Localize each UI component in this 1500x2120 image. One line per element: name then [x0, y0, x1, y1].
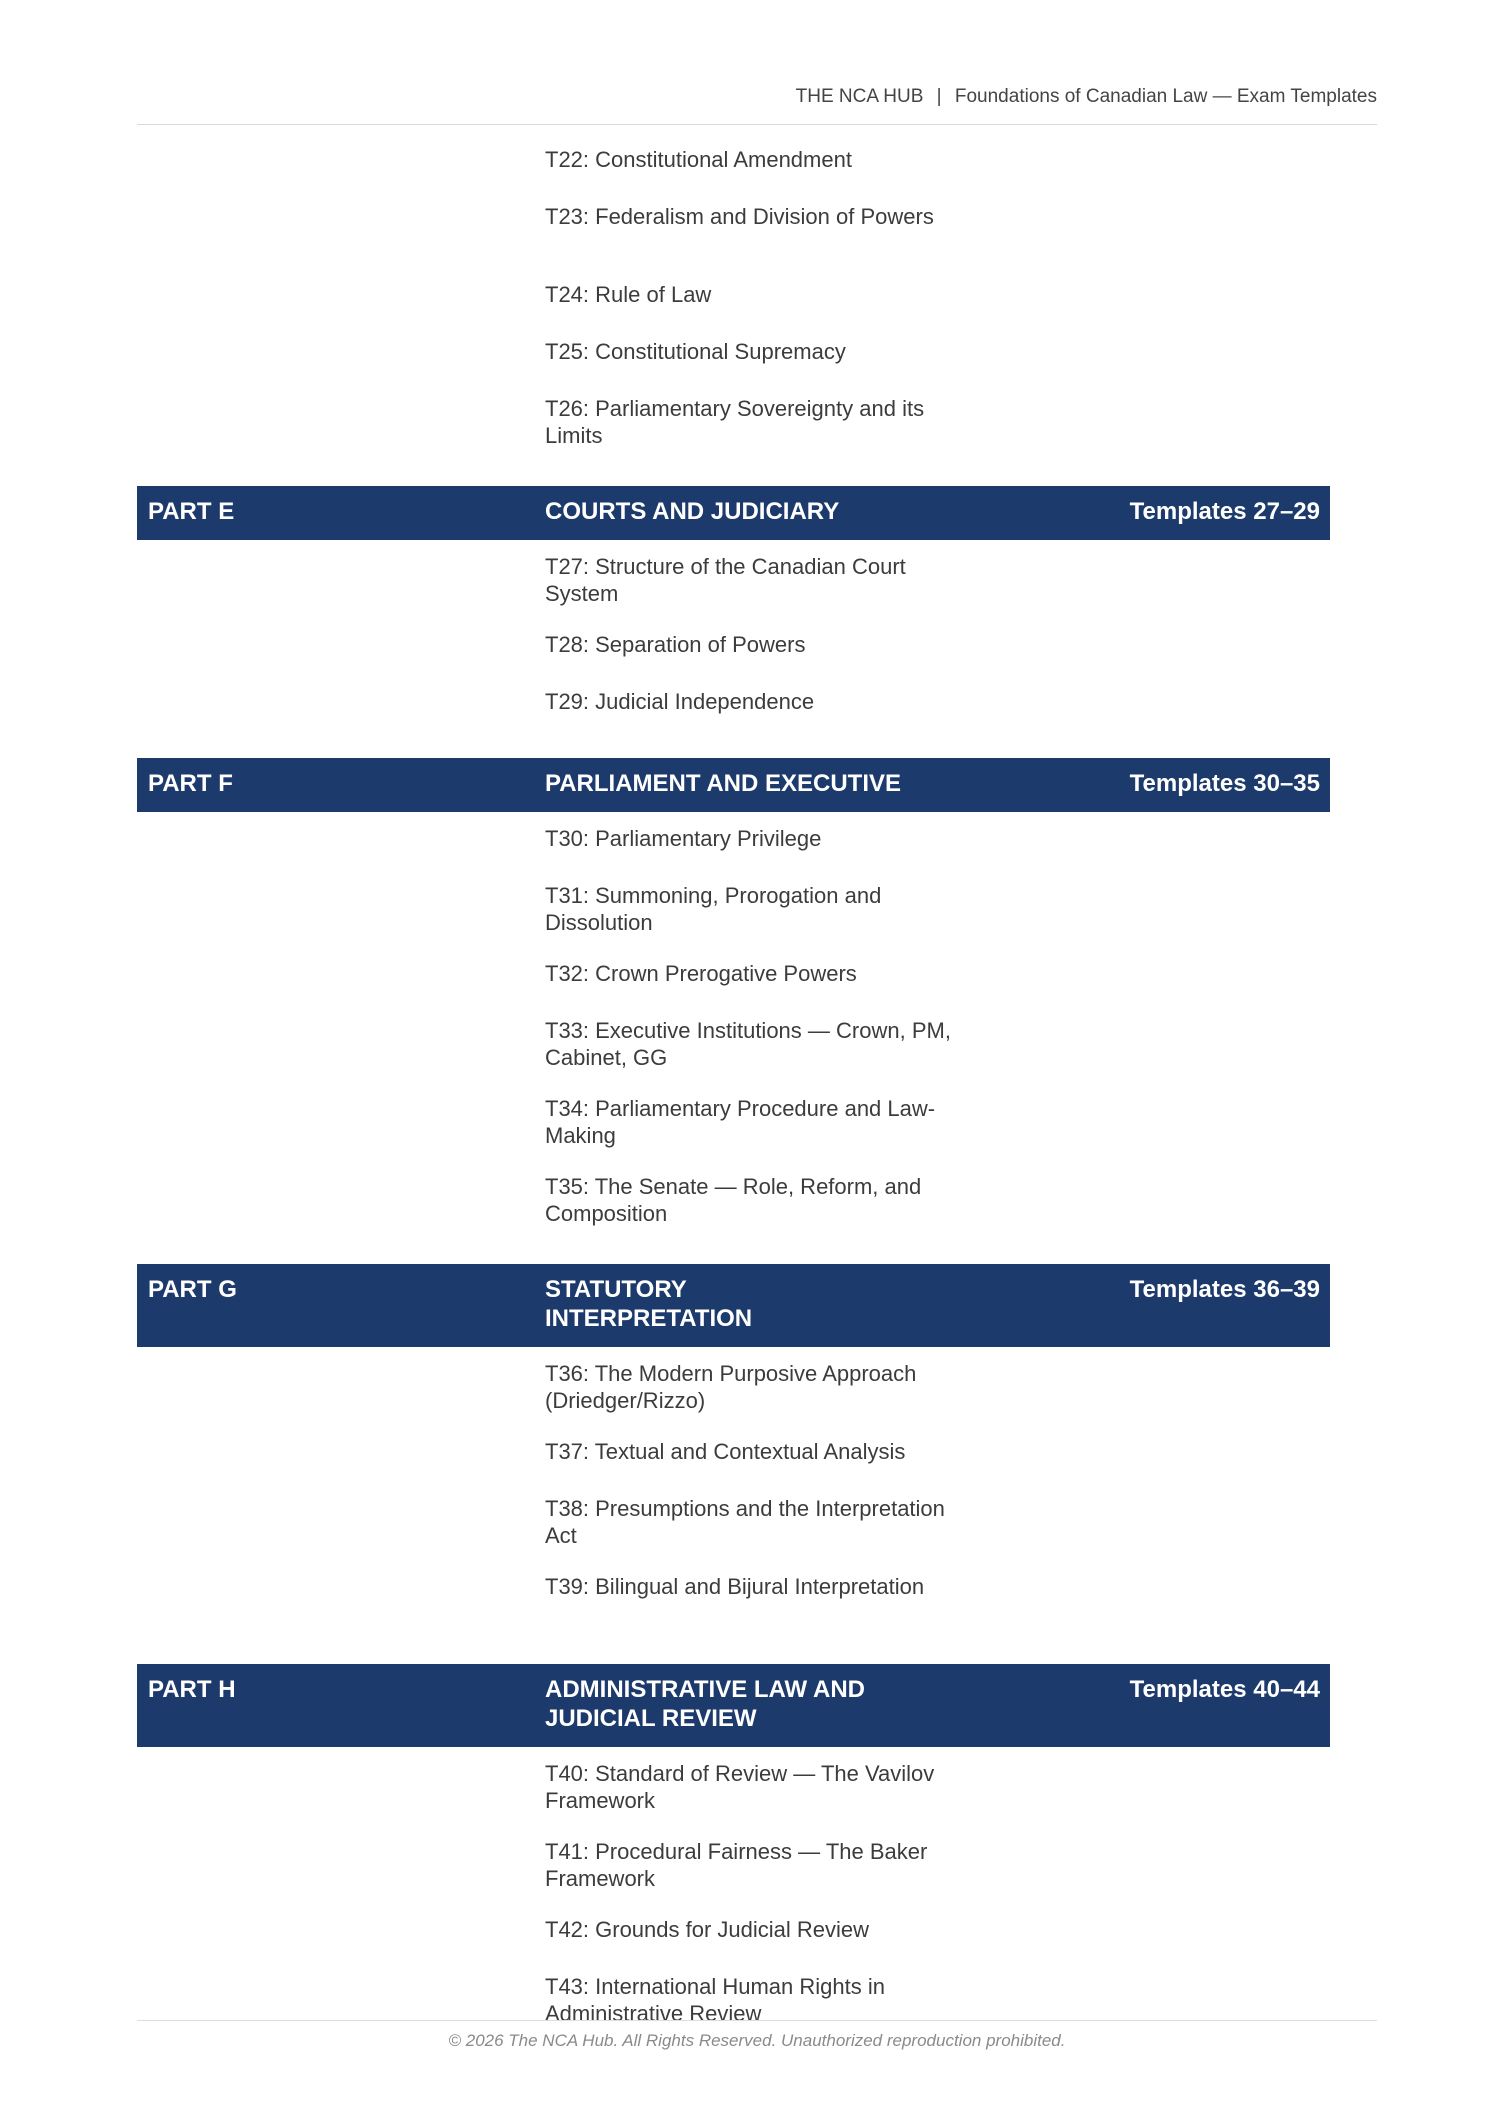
- part-label: PART H: [148, 1676, 236, 1703]
- list-item: T22: Constitutional Amendment: [545, 147, 852, 172]
- part-title: STATUTORY INTERPRETATION: [545, 1276, 753, 1332]
- list-item: T34: Parliamentary Procedure and Law-Making: [545, 1096, 936, 1148]
- part-e-header: [137, 486, 1330, 540]
- part-f-header: [137, 758, 1330, 812]
- template-index: [137, 146, 1330, 2051]
- page-footer: [137, 2020, 1377, 2051]
- page-header: [137, 86, 1377, 125]
- part-h-header: [137, 1664, 1330, 1747]
- list-item: T36: The Modern Purposive Approach (Driedger/Rizzo): [545, 1361, 917, 1413]
- list-item: T28: Separation of Powers: [545, 632, 806, 657]
- list-item: T31: Summoning, Prorogation and Dissolution: [545, 883, 882, 935]
- list-item: T40: Standard of Review — The Vavilov Framework: [545, 1761, 935, 1813]
- list-item: T32: Crown Prerogative Powers: [545, 961, 857, 986]
- header-brand: THE NCA HUB: [795, 86, 924, 107]
- list-item: T41: Procedural Fairness — The Baker Framework: [545, 1839, 928, 1891]
- list-item: T23: Federalism and Division of Powers: [545, 204, 934, 229]
- list-item: T35: The Senate — Role, Reform, and Composition: [545, 1174, 922, 1226]
- list-item: T24: Rule of Law: [545, 282, 712, 307]
- part-range: Templates 40–44: [1129, 1676, 1320, 1703]
- part-title: PARLIAMENT AND EXECUTIVE: [545, 770, 902, 797]
- list-item: T42: Grounds for Judicial Review: [545, 1917, 870, 1942]
- list-item: T26: Parliamentary Sovereignty and its Limits: [545, 396, 925, 448]
- list-item: T29: Judicial Independence: [545, 689, 815, 714]
- list-item: T38: Presumptions and the Interpretation Act: [545, 1496, 945, 1548]
- part-g-header: [137, 1264, 1330, 1347]
- part-range: Templates 30–35: [1129, 770, 1320, 797]
- part-label: PART F: [148, 770, 233, 797]
- list-item: T39: Bilingual and Bijural Interpretation: [545, 1574, 925, 1599]
- part-title: COURTS AND JUDICIARY: [545, 498, 840, 525]
- header-subtitle: Foundations of Canadian Law — Exam Templates: [954, 86, 1377, 107]
- list-item: T43: International Human Rights in Administrative Review: [545, 1974, 885, 2026]
- list-item: T37: Textual and Contextual Analysis: [545, 1439, 906, 1464]
- list-item: T25: Constitutional Supremacy: [545, 339, 846, 364]
- part-label: PART G: [148, 1276, 237, 1303]
- part-title: ADMINISTRATIVE LAW AND JUDICIAL REVIEW: [545, 1676, 865, 1732]
- list-item: T30: Parliamentary Privilege: [545, 826, 822, 851]
- copyright-text: © 2026 The NCA Hub. All Rights Reserved. Unauthorized reproduction prohibited.: [448, 2031, 1066, 2050]
- list-item: T33: Executive Institutions — Crown, PM, Cabinet, GG: [545, 1018, 951, 1070]
- part-range: Templates 36–39: [1129, 1276, 1320, 1303]
- header-separator: |: [936, 86, 942, 107]
- part-range: Templates 27–29: [1129, 498, 1320, 525]
- part-label: PART E: [148, 498, 235, 525]
- list-item: T27: Structure of the Canadian Court System: [545, 554, 906, 606]
